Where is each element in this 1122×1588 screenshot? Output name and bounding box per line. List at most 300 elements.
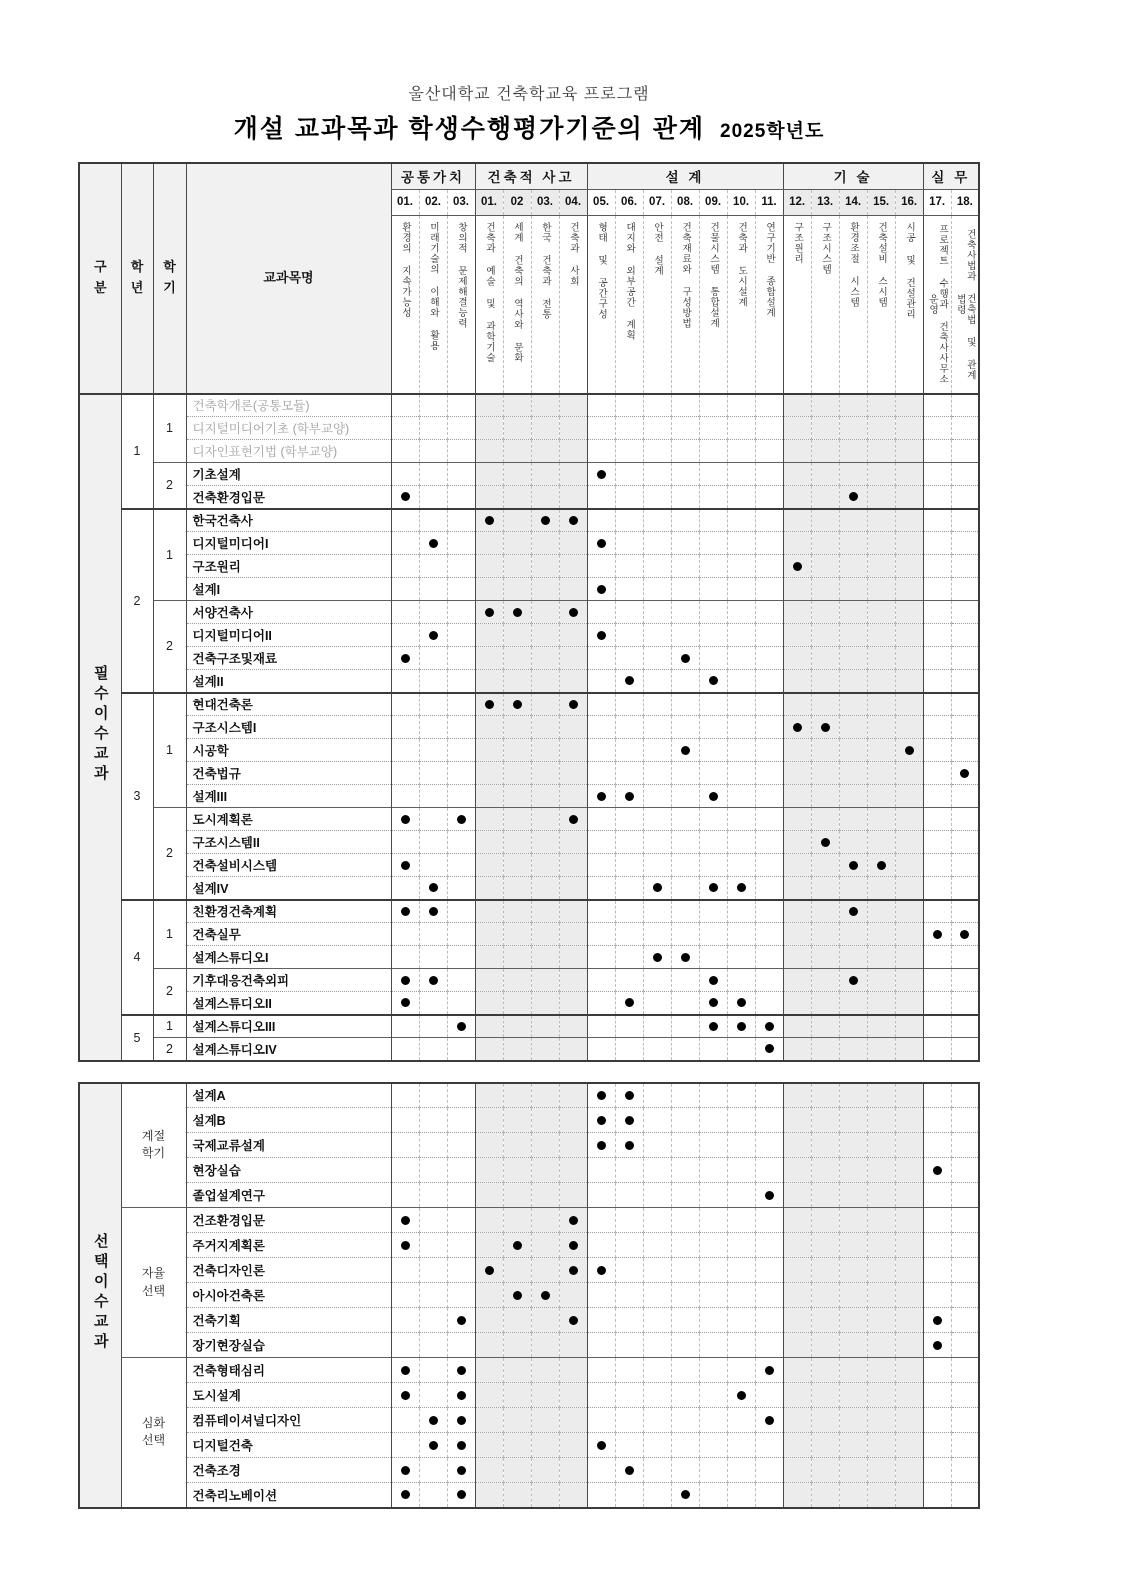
criteria-cell (811, 716, 839, 739)
criteria-cell (391, 647, 419, 670)
matrix-header (79, 163, 979, 394)
course-row (79, 739, 979, 762)
criteria-cell (447, 785, 475, 808)
criteria-cell (531, 1283, 559, 1308)
criteria-cell (419, 440, 447, 463)
criteria-cell (475, 1038, 503, 1061)
criteria-cell (475, 1483, 503, 1508)
criteria-cell (643, 1358, 671, 1383)
criteria-cell (531, 1083, 559, 1108)
criteria-cell (559, 1038, 587, 1061)
criteria-cell (643, 877, 671, 900)
criteria-cell (559, 670, 587, 693)
criteria-cell (643, 509, 671, 532)
course-row (79, 900, 979, 923)
criteria-cell (587, 1483, 615, 1508)
course-row (79, 969, 979, 992)
criteria-cell (475, 417, 503, 440)
course-name: 장기현장실습 (186, 1333, 391, 1358)
section-cell-elective (79, 1083, 121, 1508)
criteria-cell (475, 1308, 503, 1333)
criteria-cell (727, 463, 755, 486)
mapping-dot (737, 1022, 746, 1031)
mapping-dot (597, 1266, 606, 1275)
criteria-cell (587, 693, 615, 716)
criteria-cell (839, 1083, 867, 1108)
criteria-cell (755, 1308, 783, 1333)
criteria-cell (727, 417, 755, 440)
criteria-cell (559, 762, 587, 785)
criteria-cell (503, 1133, 531, 1158)
mapping-dot (429, 883, 438, 892)
criteria-cell (923, 877, 951, 900)
criteria-cell (671, 900, 699, 923)
criteria-cell (923, 1358, 951, 1383)
criteria-cell (671, 1283, 699, 1308)
criteria-cell (951, 486, 979, 509)
criteria-cell (419, 831, 447, 854)
criteria-cell (391, 578, 419, 601)
criteria-cell (839, 1133, 867, 1158)
criteria-cell (391, 1083, 419, 1108)
required-courses-table (78, 162, 980, 1062)
course-row (79, 440, 979, 463)
criteria-cell (447, 854, 475, 877)
criteria-label: 미래기술의 이해와 활용 (427, 221, 439, 351)
mapping-dot (457, 1466, 466, 1475)
criteria-cell (755, 923, 783, 946)
criteria-cell (699, 1233, 727, 1258)
criteria-cell (727, 555, 755, 578)
criteria-cell (699, 601, 727, 624)
criteria-cell (951, 785, 979, 808)
page-title (78, 113, 980, 148)
criteria-cell (391, 509, 419, 532)
criteria-cell (503, 463, 531, 486)
criteria-cell (783, 1283, 811, 1308)
course-row (79, 992, 979, 1015)
semester-cell: 1 (153, 394, 186, 463)
criteria-cell (531, 992, 559, 1015)
criteria-cell (839, 1433, 867, 1458)
criteria-cell (867, 739, 895, 762)
criteria-cell (475, 1015, 503, 1038)
course-name: 건축학개론(공통모듈) (186, 394, 391, 417)
mapping-dot (569, 516, 578, 525)
semester-cell: 1 (153, 1015, 186, 1038)
course-row (79, 785, 979, 808)
criteria-cell (671, 1038, 699, 1061)
criteria-cell (727, 509, 755, 532)
course-name: 구조시스템I (186, 716, 391, 739)
criteria-cell (811, 670, 839, 693)
year-cell: 2 (121, 509, 153, 693)
course-row (79, 1408, 979, 1433)
criteria-cell (531, 1483, 559, 1508)
criteria-cell (475, 992, 503, 1015)
criteria-cell (895, 854, 923, 877)
criteria-number: 12. (783, 189, 811, 215)
criteria-cell (559, 1383, 587, 1408)
criteria-cell (615, 1108, 643, 1133)
criteria-cell (671, 1333, 699, 1358)
criteria-cell (755, 1083, 783, 1108)
criteria-cell (867, 601, 895, 624)
criteria-label: 연구기반 종합설계 (764, 221, 776, 318)
mapping-dot (429, 1441, 438, 1450)
criteria-cell (783, 1133, 811, 1158)
criteria-cell (923, 739, 951, 762)
criteria-cell (783, 1108, 811, 1133)
criteria-cell (895, 1208, 923, 1233)
mapping-dot (569, 815, 578, 824)
criteria-cell (615, 900, 643, 923)
mapping-dot (625, 1141, 634, 1150)
criteria-cell (671, 923, 699, 946)
criteria-cell (419, 739, 447, 762)
criteria-cell (419, 394, 447, 417)
criteria-cell (559, 1158, 587, 1183)
criteria-cell (699, 463, 727, 486)
course-row (79, 1333, 979, 1358)
criteria-cell (727, 877, 755, 900)
criteria-cell (531, 923, 559, 946)
criteria-cell (783, 417, 811, 440)
criteria-cell (531, 1408, 559, 1433)
criteria-cell (475, 946, 503, 969)
criteria-cell (699, 394, 727, 417)
criteria-cell (699, 509, 727, 532)
criteria-cell (447, 601, 475, 624)
criteria-cell (419, 1483, 447, 1508)
criteria-number: 14. (839, 189, 867, 215)
criteria-cell (447, 1015, 475, 1038)
criteria-cell (951, 1433, 979, 1458)
criteria-cell (671, 693, 699, 716)
criteria-cell (727, 1208, 755, 1233)
criteria-label: 건축사법과 건축법 및 관계 법령 (954, 228, 976, 381)
course-name: 디자인표현기법 (학부교양) (186, 440, 391, 463)
criteria-cell (755, 854, 783, 877)
mapping-dot (933, 930, 942, 939)
criteria-cell (391, 624, 419, 647)
course-row (79, 417, 979, 440)
criteria-label-cell (951, 215, 979, 394)
criteria-cell (783, 739, 811, 762)
criteria-cell (699, 739, 727, 762)
criteria-cell (419, 1308, 447, 1333)
criteria-cell (951, 1258, 979, 1283)
criteria-cell (699, 417, 727, 440)
criteria-cell (755, 992, 783, 1015)
criteria-cell (531, 716, 559, 739)
criteria-cell (643, 716, 671, 739)
criteria-cell (419, 670, 447, 693)
criteria-cell (811, 1015, 839, 1038)
criteria-cell (699, 555, 727, 578)
criteria-cell (587, 578, 615, 601)
criteria-cell (755, 877, 783, 900)
mapping-dot (429, 631, 438, 640)
criteria-cell (391, 1158, 419, 1183)
criteria-cell (923, 969, 951, 992)
criteria-cell (419, 877, 447, 900)
criteria-cell (671, 1358, 699, 1383)
criteria-cell (755, 1333, 783, 1358)
mapping-dot (485, 516, 494, 525)
criteria-cell (699, 532, 727, 555)
criteria-cell (447, 831, 475, 854)
mapping-dot (597, 1141, 606, 1150)
criteria-cell (755, 509, 783, 532)
criteria-cell (475, 785, 503, 808)
criteria-cell (727, 1133, 755, 1158)
criteria-cell (811, 532, 839, 555)
criteria-cell (559, 394, 587, 417)
criteria-cell (643, 739, 671, 762)
criteria-cell (391, 1358, 419, 1383)
criteria-cell (867, 624, 895, 647)
criteria-cell (839, 486, 867, 509)
criteria-cell (559, 509, 587, 532)
criteria-cell (531, 854, 559, 877)
criteria-cell (783, 900, 811, 923)
course-name: 디지털미디어기초 (학부교양) (186, 417, 391, 440)
criteria-cell (811, 1258, 839, 1283)
course-row (79, 647, 979, 670)
criteria-cell (475, 1433, 503, 1458)
criteria-cell (587, 532, 615, 555)
criteria-cell (671, 1308, 699, 1333)
course-row (79, 394, 979, 417)
criteria-cell (755, 808, 783, 831)
criteria-cell (587, 900, 615, 923)
criteria-cell (643, 785, 671, 808)
criteria-cell (867, 1083, 895, 1108)
criteria-number: 03. (447, 189, 475, 215)
criteria-cell (559, 486, 587, 509)
criteria-cell (895, 1283, 923, 1308)
mapping-dot (793, 562, 802, 571)
criteria-cell (951, 716, 979, 739)
criteria-cell (923, 808, 951, 831)
criteria-cell (839, 831, 867, 854)
criteria-cell (615, 647, 643, 670)
semester-cell: 2 (153, 1038, 186, 1061)
mapping-dot (625, 1116, 634, 1125)
criteria-cell (531, 578, 559, 601)
criteria-cell (755, 785, 783, 808)
criteria-cell (391, 1458, 419, 1483)
criteria-cell (755, 1208, 783, 1233)
criteria-cell (783, 1183, 811, 1208)
criteria-cell (447, 578, 475, 601)
criteria-cell (811, 1408, 839, 1433)
criteria-number: 10. (727, 189, 755, 215)
criteria-cell (895, 601, 923, 624)
criteria-cell (503, 601, 531, 624)
criteria-cell (391, 417, 419, 440)
criteria-cell (839, 1408, 867, 1433)
criteria-cell (475, 486, 503, 509)
criteria-cell (503, 647, 531, 670)
criteria-cell (559, 1108, 587, 1133)
course-name: 서양건축사 (186, 601, 391, 624)
criteria-cell (923, 440, 951, 463)
criteria-cell (615, 1433, 643, 1458)
criteria-cell (447, 463, 475, 486)
criteria-cell (811, 1158, 839, 1183)
mapping-dot (625, 792, 634, 801)
mapping-dot (709, 998, 718, 1007)
mapping-dot (401, 1216, 410, 1225)
criteria-cell (671, 992, 699, 1015)
criteria-cell (587, 1458, 615, 1483)
criteria-cell (671, 601, 699, 624)
criteria-cell (391, 1283, 419, 1308)
criteria-cell (755, 1408, 783, 1433)
mapping-dot (429, 976, 438, 985)
criteria-cell (643, 394, 671, 417)
criteria-cell (923, 992, 951, 1015)
criteria-cell (587, 739, 615, 762)
criteria-cell (475, 831, 503, 854)
elective-body (79, 1083, 979, 1508)
criteria-cell (671, 716, 699, 739)
criteria-cell (559, 854, 587, 877)
criteria-cell (475, 969, 503, 992)
criteria-cell (671, 739, 699, 762)
criteria-label-cell (923, 215, 951, 394)
criteria-cell (475, 1283, 503, 1308)
criteria-cell (951, 1108, 979, 1133)
criteria-cell (839, 417, 867, 440)
criteria-cell (643, 762, 671, 785)
criteria-cell (895, 900, 923, 923)
mapping-dot (457, 1022, 466, 1031)
title-text: 개설 교과목과 학생수행평가기준의 관계 (233, 115, 706, 143)
course-name: 건축디자인론 (186, 1258, 391, 1283)
criteria-cell (867, 992, 895, 1015)
criteria-cell (419, 1083, 447, 1108)
criteria-cell (447, 1038, 475, 1061)
mapping-dot (457, 1391, 466, 1400)
criteria-cell (643, 1208, 671, 1233)
criteria-cell (811, 877, 839, 900)
criteria-cell (643, 923, 671, 946)
criteria-cell (727, 1358, 755, 1383)
criteria-cell (951, 1208, 979, 1233)
course-name: 건축기획 (186, 1308, 391, 1333)
criteria-cell (615, 739, 643, 762)
mapping-dot (541, 1291, 550, 1300)
criteria-cell (783, 1038, 811, 1061)
criteria-cell (951, 532, 979, 555)
criteria-cell (671, 394, 699, 417)
criteria-cell (475, 1208, 503, 1233)
criteria-cell (391, 463, 419, 486)
title-year-label: 2025학년도 (720, 121, 825, 142)
course-name: 설계스튜디오III (186, 1015, 391, 1038)
mapping-dot (765, 1044, 774, 1053)
criteria-cell (643, 1383, 671, 1408)
criteria-cell (755, 1015, 783, 1038)
criteria-cell (811, 1283, 839, 1308)
criteria-cell (867, 877, 895, 900)
criteria-cell (503, 1038, 531, 1061)
criteria-cell (895, 785, 923, 808)
mapping-dot (401, 1366, 410, 1375)
criteria-cell (951, 808, 979, 831)
mapping-dot (905, 746, 914, 755)
criteria-cell (839, 716, 867, 739)
criteria-cell (531, 1383, 559, 1408)
criteria-cell (783, 854, 811, 877)
criteria-cell (923, 1408, 951, 1433)
criteria-cell (615, 1233, 643, 1258)
criteria-cell (559, 716, 587, 739)
criteria-cell (923, 1108, 951, 1133)
criteria-cell (391, 854, 419, 877)
criteria-cell (559, 532, 587, 555)
criteria-cell (811, 969, 839, 992)
criteria-label-cell (643, 215, 671, 394)
criteria-cell (923, 831, 951, 854)
criteria-cell (699, 1458, 727, 1483)
year-cell: 4 (121, 900, 153, 1015)
criteria-cell (783, 555, 811, 578)
criteria-cell (559, 1233, 587, 1258)
criteria-cell (839, 946, 867, 969)
criteria-cell (895, 1258, 923, 1283)
criteria-cell (559, 992, 587, 1015)
criteria-label: 건축과 도시설계 (736, 221, 748, 307)
criteria-label: 안전 설계 (652, 221, 664, 276)
criteria-cell (587, 1308, 615, 1333)
criteria-cell (419, 624, 447, 647)
criteria-cell (951, 1458, 979, 1483)
criteria-cell (671, 877, 699, 900)
criteria-cell (699, 440, 727, 463)
criteria-cell (951, 1283, 979, 1308)
criteria-cell (447, 532, 475, 555)
criteria-cell (951, 1183, 979, 1208)
criteria-label-cell (419, 215, 447, 394)
criteria-cell (419, 854, 447, 877)
semester-header: 학 기 (153, 163, 186, 394)
criteria-number: 07. (643, 189, 671, 215)
year-cell: 1 (121, 394, 153, 509)
criteria-cell (559, 463, 587, 486)
gubun-header: 구 분 (79, 163, 121, 394)
criteria-number: 04. (559, 189, 587, 215)
criteria-cell (503, 992, 531, 1015)
criteria-cell (531, 1433, 559, 1458)
criteria-cell (951, 1383, 979, 1408)
criteria-cell (839, 808, 867, 831)
criteria-cell (531, 1158, 559, 1183)
course-name: 건축리노베이션 (186, 1483, 391, 1508)
criteria-cell (503, 1483, 531, 1508)
criteria-cell (951, 969, 979, 992)
criteria-cell (951, 854, 979, 877)
criteria-cell (531, 509, 559, 532)
criteria-cell (727, 716, 755, 739)
criteria-cell (531, 486, 559, 509)
criteria-cell (447, 670, 475, 693)
course-row (79, 1433, 979, 1458)
mapping-dot (597, 470, 606, 479)
